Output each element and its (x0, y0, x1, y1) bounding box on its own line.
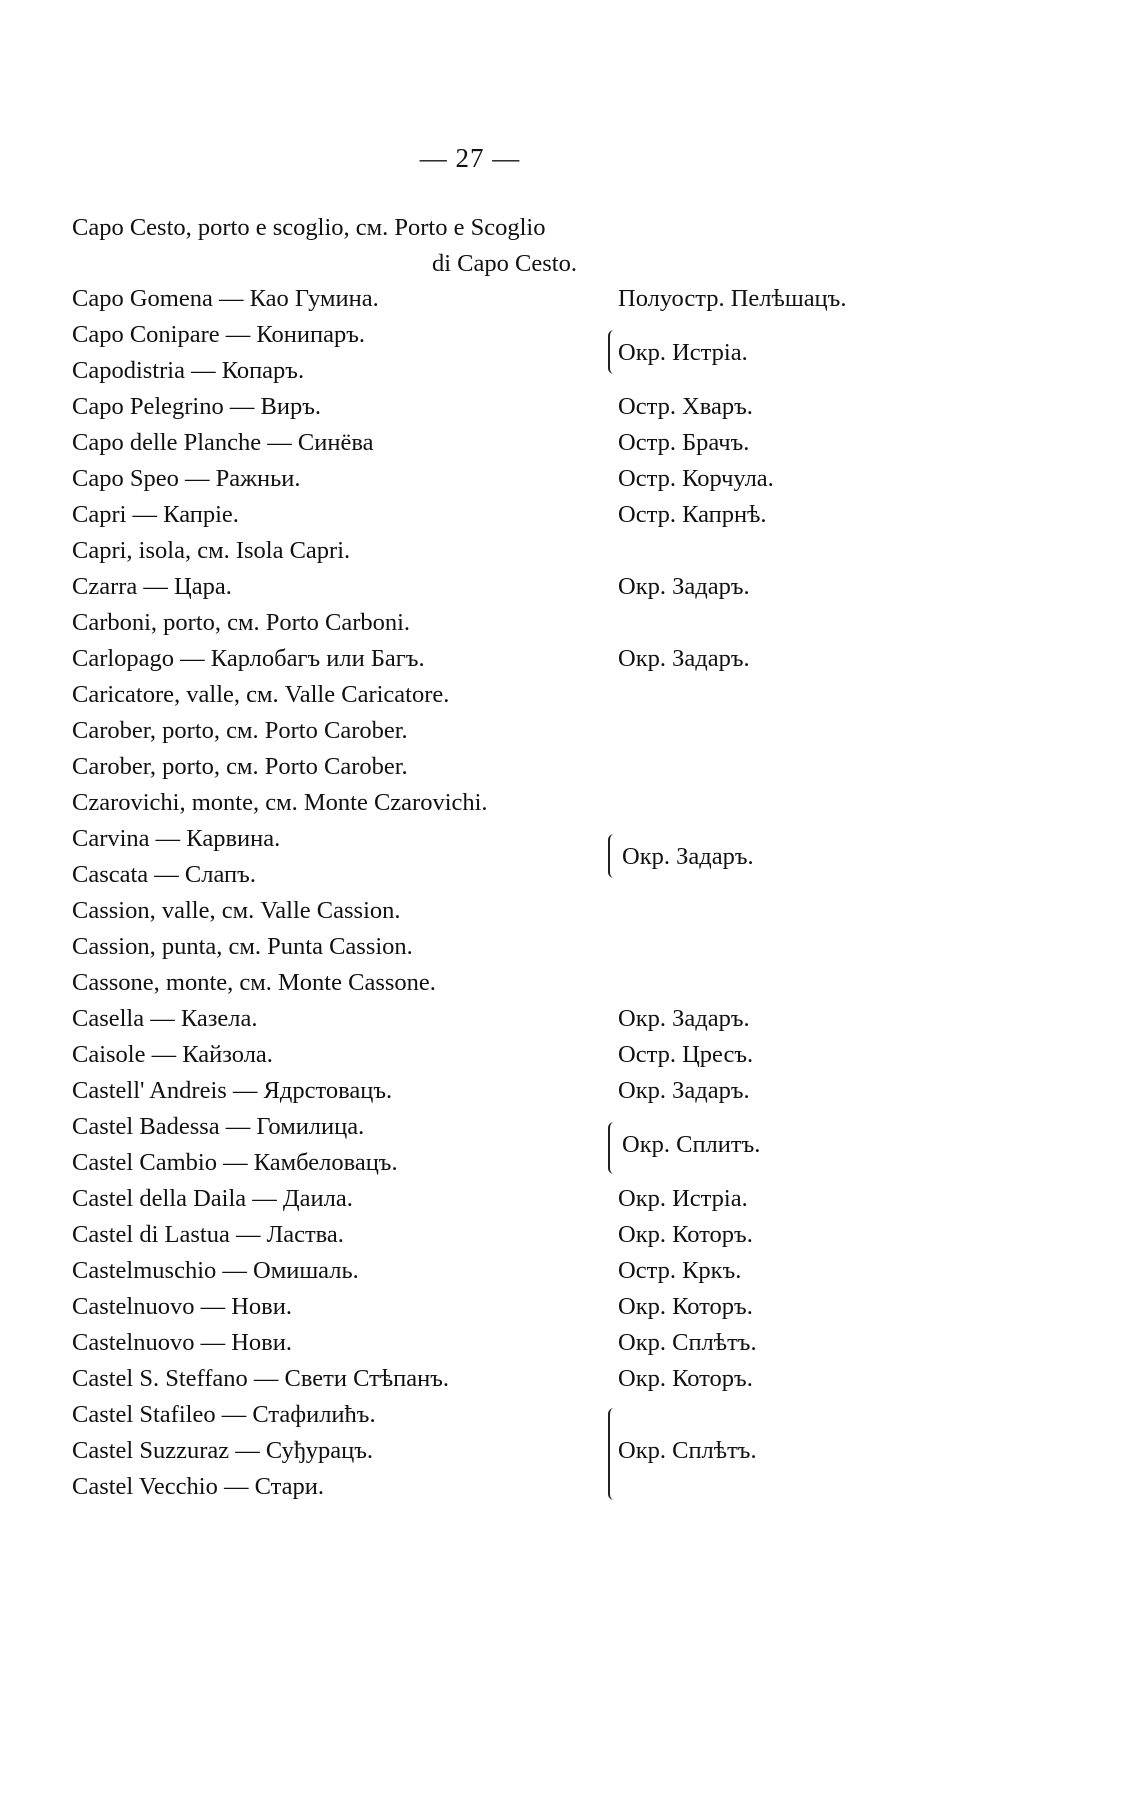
entry-line: Cascata — Слапъ. (72, 861, 256, 888)
entry-line: Castel Suzzuraz — Суђурацъ. (72, 1437, 373, 1464)
entry-line: Capo Speo — Ражньи. (72, 465, 301, 492)
entry-line: Cassone, monte, см. Monte Cassone. (72, 969, 436, 996)
entry-line: Carober, porto, см. Porto Carober. (72, 717, 408, 744)
entry-line: Castell' Andreis — Ядрстовацъ. (72, 1077, 393, 1104)
entry-line: Carober, porto, см. Porto Carober. (72, 753, 408, 780)
entry-line: Czarovichi, monte, см. Monte Czarovichi. (72, 789, 488, 816)
entry-region: Окр. Которъ. (618, 1293, 753, 1320)
entry-line: Cassion, punta, см. Punta Cassion. (72, 933, 413, 960)
entry-line: Castel S. Steffano — Свети Стѣпанъ. (72, 1365, 450, 1392)
entry-line: Caricatore, valle, см. Valle Caricatore. (72, 681, 450, 708)
entry-line: Castelmuschio — Омишаль. (72, 1257, 359, 1284)
grouped-region: Окр. Сплѣтъ. (618, 1437, 757, 1464)
entry-region: Окр. Которъ. (618, 1365, 753, 1392)
entry-region: Окр. Истріа. (618, 1185, 748, 1212)
entry-line: Castel Cambio — Камбеловацъ. (72, 1149, 398, 1176)
entry-line: Carlopago — Карлобагъ или Багъ. (72, 645, 425, 672)
entry-region: Остр. Брачъ. (618, 429, 750, 456)
entry-line: Caisole — Кайзола. (72, 1041, 273, 1068)
entry-line: Castelnuovo — Нови. (72, 1293, 292, 1320)
entry-line: Czarra — Цара. (72, 573, 232, 600)
grouped-region: Окр. Задаръ. (622, 843, 754, 870)
grouping-brace (608, 1122, 620, 1174)
grouped-region: Окр. Истріа. (618, 339, 748, 366)
entry-line: Capo Pelegrino — Виръ. (72, 393, 321, 420)
entry-line: Capri, isola, см. Isola Capri. (72, 537, 351, 564)
entry-line: Castel Vecchio — Стари. (72, 1473, 324, 1500)
entry-region: Полуостр. Пелѣшацъ. (618, 285, 847, 312)
entry-line: Capo delle Planche — Синёва (72, 429, 374, 456)
entry-region: Остр. Капрнѣ. (618, 501, 767, 528)
entry-line: Castel Stafileo — Стафилићъ. (72, 1401, 376, 1428)
entry-line: Castel Badessa — Гомилица. (72, 1113, 365, 1140)
entry-line: di Capo Cesto. (432, 250, 577, 277)
entry-line: Castelnuovo — Нови. (72, 1329, 292, 1356)
entry-line: Capodistria — Копаръ. (72, 357, 305, 384)
entry-line: Carvina — Карвина. (72, 825, 281, 852)
entry-region: Окр. Которъ. (618, 1221, 753, 1248)
entry-line: Carboni, porto, см. Porto Carboni. (72, 609, 411, 636)
entry-line: Cassion, valle, см. Valle Cassion. (72, 897, 401, 924)
entry-line: Castel di Lastua — Ластва. (72, 1221, 344, 1248)
entry-region: Остр. Цресъ. (618, 1041, 754, 1068)
entry-line: Capo Gomena — Као Гумина. (72, 285, 379, 312)
entry-line: Castel della Daila — Даила. (72, 1185, 353, 1212)
entry-region: Окр. Задаръ. (618, 645, 750, 672)
entry-region: Остр. Корчула. (618, 465, 774, 492)
entry-region: Остр. Хваръ. (618, 393, 753, 420)
page-number: — 27 — (419, 143, 521, 173)
entry-line: Capri — Капріе. (72, 501, 239, 528)
grouping-brace (608, 834, 620, 878)
entry-line: Capo Conipare — Конипаръ. (72, 321, 366, 348)
entry-region: Окр. Задаръ. (618, 1077, 750, 1104)
entry-region: Остр. Кркъ. (618, 1257, 742, 1284)
entry-line: Casella — Казела. (72, 1005, 258, 1032)
entry-region: Окр. Задаръ. (618, 1005, 750, 1032)
entry-line: Capo Cesto, porto e scoglio, см. Porto e Scoglio (72, 214, 546, 241)
entry-region: Окр. Сплѣтъ. (618, 1329, 757, 1356)
grouped-region: Окр. Сплитъ. (622, 1131, 761, 1158)
entry-region: Окр. Задаръ. (618, 573, 750, 600)
